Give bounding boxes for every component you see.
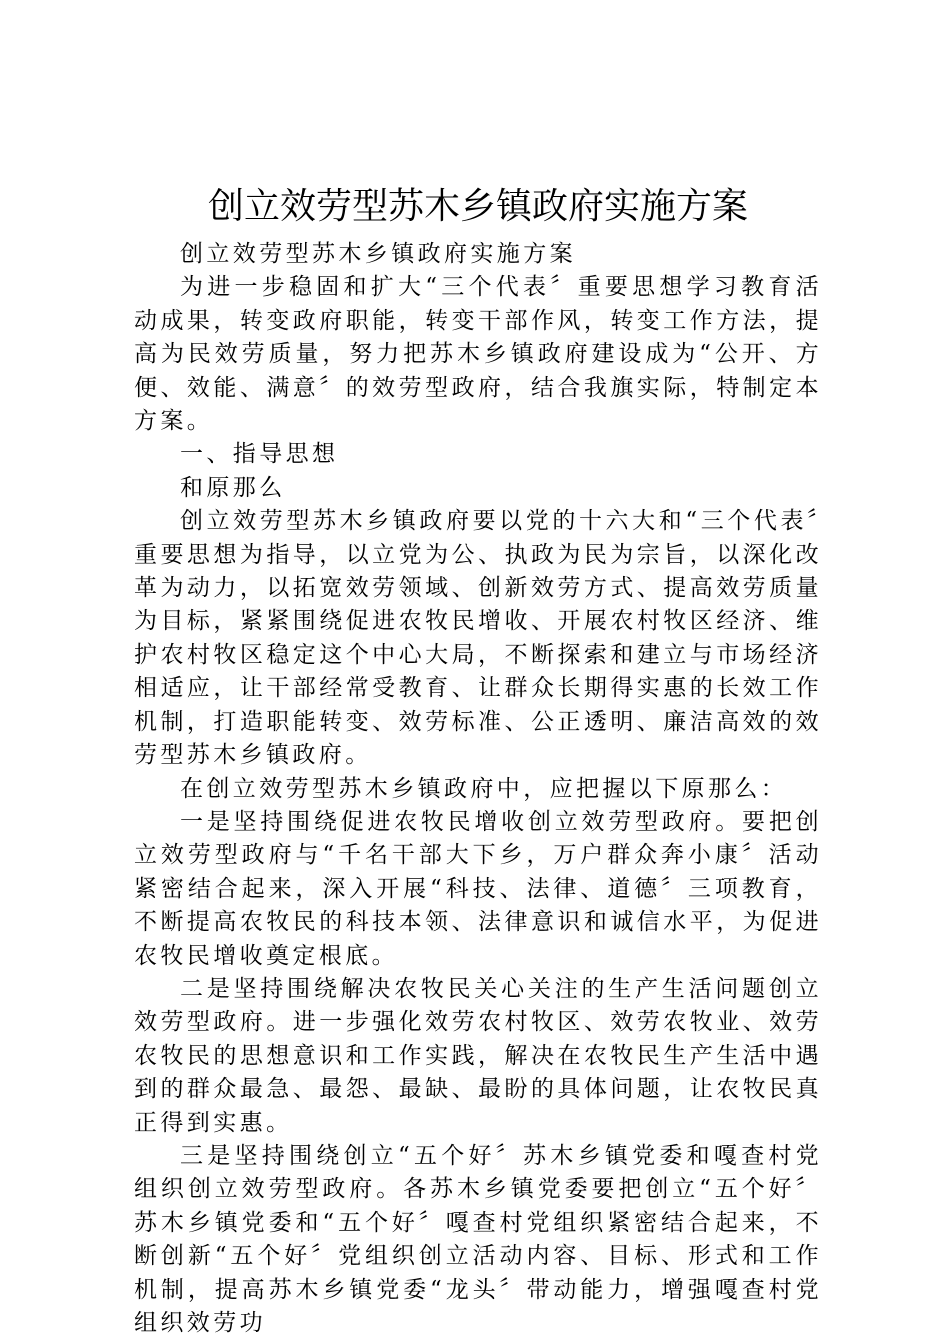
paragraph-principle-1: 一是坚持围绕促进农牧民增收创立效劳型政府。要把创立效劳型政府与“千名干部大下乡，万户群众奔小康〞活动紧密结合起来，深入开展“科技、法律、道德〞三项教育，不断提高农牧民的科技本领、法律意识和诚信水平，为促进农牧民增收奠定根底。 (134, 808, 822, 969)
document-page (134, 178, 822, 1340)
section-heading-guiding-thought: 一、指导思想 (180, 441, 339, 468)
paragraph-principle-2: 二是坚持围绕解决农牧民关心关注的生产生活问题创立效劳型政府。进一步强化效劳农村牧区、效劳农牧业、效劳农牧民的思想意识和工作实践，解决在农牧民生产生活中遇到的群众最急、最怨、最缺、最盼的具体问题，让农牧民真正得到实惠。 (134, 975, 822, 1136)
paragraph-principle-3: 三是坚持围绕创立“五个好〞苏木乡镇党委和嘎查村党组织创立效劳型政府。各苏木乡镇党委要把创立“五个好〞苏木乡镇党委和“五个好〞嘎查村党组织紧密结合起来，不断创新“五个好〞党组织创立活动内容、目标、形式和工作机制，提高苏木乡镇党委“龙头〞带动能力，增强嘎查村党组织效劳功 (134, 1142, 822, 1336)
paragraph-principles-lead: 在创立效劳型苏木乡镇政府中，应把握以下原那么： (180, 775, 788, 802)
document-title: 创立效劳型苏木乡镇政府实施方案 (207, 186, 748, 227)
section-heading-principles: 和原那么 (180, 474, 286, 501)
paragraph-intro: 为进一步稳固和扩大“三个代表〞重要思想学习教育活动成果，转变政府职能，转变干部作风，转变工作方法，提高为民效劳质量，努力把苏木乡镇政府建设成为“公开、方便、效能、满意〞的效劳型政府，结合我旗实际，特制定本方案。 (134, 274, 822, 435)
paragraph-guiding: 创立效劳型苏木乡镇政府要以党的十六大和“三个代表〞重要思想为指导，以立党为公、执政为民为宗旨，以深化改革为动力，以拓宽效劳领域、创新效劳方式、提高效劳质量为目标，紧紧围绕促进农牧民增收、开展农村牧区经济、维护农村牧区稳定这个中心大局，不断探索和建立与市场经济相适应，让干部经常受教育、让群众长期得实惠的长效工作机制，打造职能转变、效劳标准、公正透明、廉洁高效的效劳型苏木乡镇政府。 (134, 508, 822, 769)
paragraph-subtitle: 创立效劳型苏木乡镇政府实施方案 (180, 241, 576, 267)
